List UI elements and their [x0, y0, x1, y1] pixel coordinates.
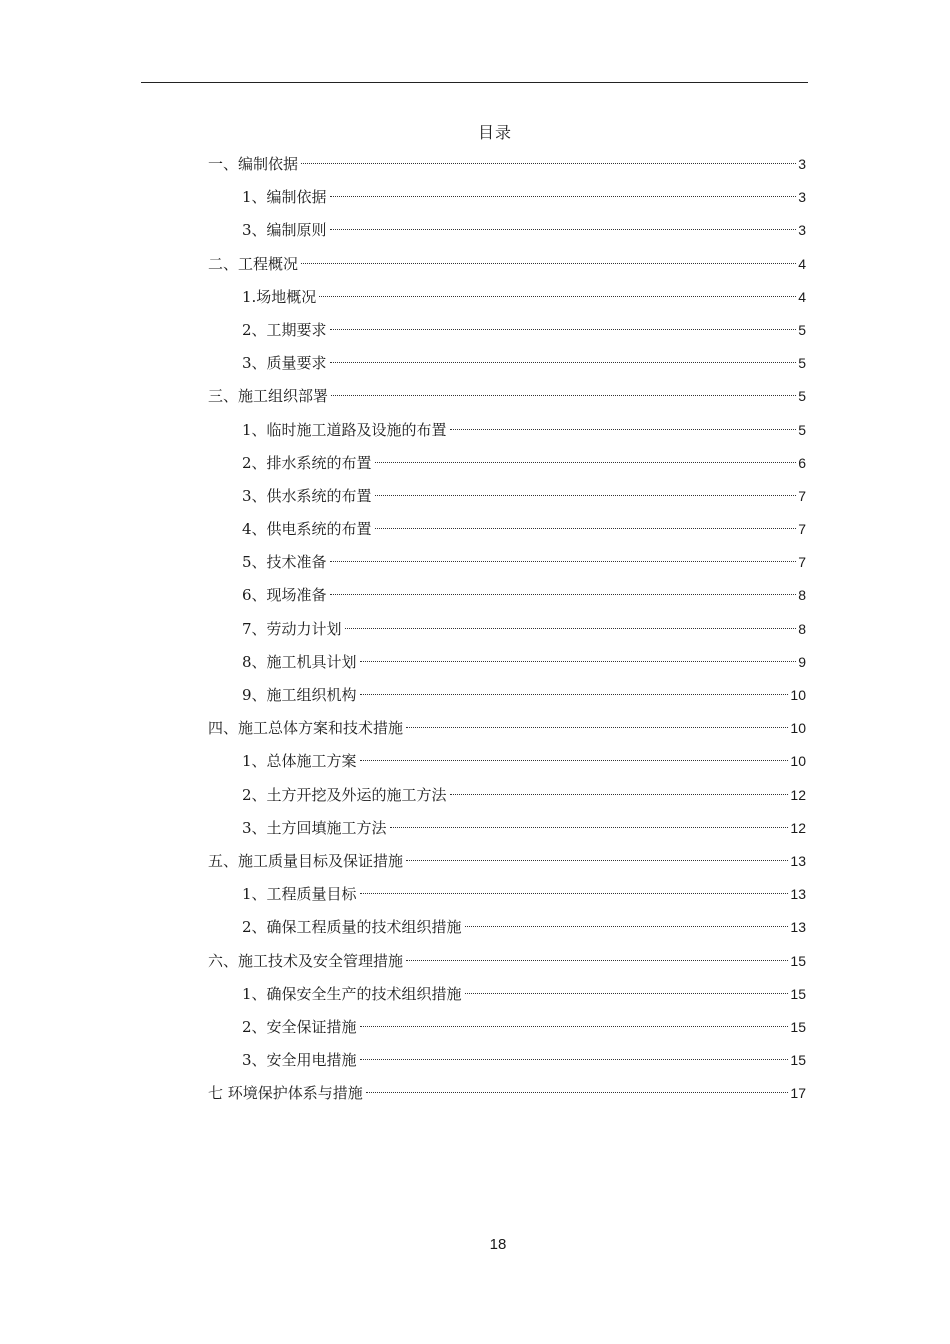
- toc-entry[interactable]: [208, 1044, 806, 1077]
- toc-entry-label: 六、施工技术及安全管理措施: [208, 951, 404, 970]
- toc-entry-page: 17: [790, 1085, 806, 1102]
- dot-leader: [330, 329, 797, 330]
- toc-entry-page: 13: [790, 919, 806, 936]
- dot-leader: [450, 794, 789, 795]
- toc-entry-label: 1、工程质量目标: [242, 885, 357, 904]
- toc-entry[interactable]: [208, 281, 806, 314]
- dot-leader: [450, 429, 797, 430]
- toc-entry-label: 1、总体施工方案: [242, 752, 357, 771]
- toc-entry-page: 5: [798, 421, 806, 438]
- dot-leader: [375, 462, 797, 463]
- toc-entry[interactable]: [208, 347, 806, 380]
- dot-leader: [360, 1026, 789, 1027]
- toc-entry-page: 7: [798, 487, 806, 504]
- dot-leader: [330, 362, 797, 363]
- toc-entry-label: 3、土方回填施工方法: [242, 818, 387, 837]
- toc-entry[interactable]: [208, 812, 806, 845]
- dot-leader: [406, 727, 788, 728]
- dot-leader: [406, 860, 788, 861]
- toc-entry-label: 五、施工质量目标及保证措施: [208, 851, 404, 870]
- toc-entry-label: 2、确保工程质量的技术组织措施: [242, 918, 462, 937]
- toc-entry-label: 一、编制依据: [208, 155, 299, 173]
- toc-entry[interactable]: [208, 712, 806, 745]
- toc-entry[interactable]: [208, 380, 806, 413]
- toc-entry[interactable]: [208, 513, 806, 546]
- toc-entry[interactable]: [208, 414, 806, 447]
- dot-leader: [319, 296, 796, 297]
- toc-entry[interactable]: [208, 679, 806, 712]
- toc-entry-label: 1、临时施工道路及设施的布置: [242, 420, 447, 439]
- toc-entry-label: 1.场地概况: [242, 287, 317, 306]
- dot-leader: [301, 263, 796, 264]
- table-of-contents: [208, 148, 806, 1110]
- toc-entry[interactable]: [208, 646, 806, 679]
- toc-entry-label: 四、施工总体方案和技术措施: [208, 719, 404, 738]
- dot-leader: [330, 561, 797, 562]
- dot-leader: [331, 395, 796, 396]
- toc-entry[interactable]: [208, 480, 806, 513]
- toc-entry-page: 10: [790, 687, 806, 703]
- toc-entry-page: 5: [798, 355, 806, 372]
- toc-entry-label: 二、工程概况: [208, 254, 299, 273]
- toc-entry-page: 3: [798, 189, 806, 206]
- dot-leader: [375, 495, 797, 496]
- toc-entry[interactable]: [208, 779, 806, 812]
- dot-leader: [360, 760, 789, 761]
- toc-entry[interactable]: [208, 878, 806, 911]
- header-rule: [141, 82, 808, 83]
- toc-entry-page: 12: [790, 786, 806, 803]
- dot-leader: [301, 163, 796, 164]
- toc-entry[interactable]: [208, 945, 806, 978]
- dot-leader: [465, 993, 789, 994]
- toc-entry-label: 三、施工组织部署: [208, 387, 329, 406]
- toc-entry-label: 7、劳动力计划: [242, 619, 342, 638]
- toc-entry-page: 12: [790, 819, 806, 836]
- toc-entry-page: 5: [798, 388, 806, 405]
- dot-leader: [406, 960, 788, 961]
- toc-entry-page: 9: [798, 653, 806, 670]
- toc-entry-page: 4: [798, 255, 806, 272]
- dot-leader: [390, 827, 789, 828]
- toc-title: 目录: [477, 123, 512, 142]
- dot-leader: [330, 196, 797, 197]
- toc-entry-page: 8: [798, 620, 806, 637]
- toc-entry-page: 15: [790, 1018, 806, 1035]
- toc-entry-page: 15: [790, 952, 806, 969]
- toc-entry-page: 3: [798, 222, 806, 239]
- toc-entry-label: 2、工期要求: [242, 320, 327, 339]
- dot-leader: [375, 528, 797, 529]
- toc-entry-label: 七 环境保护体系与措施: [208, 1084, 363, 1103]
- toc-entry[interactable]: [208, 1011, 806, 1044]
- toc-entry-page: 7: [798, 554, 806, 571]
- toc-entry-page: 13: [790, 886, 806, 903]
- toc-entry[interactable]: [208, 579, 806, 612]
- toc-entry-page: 13: [790, 852, 806, 869]
- dot-leader: [360, 694, 789, 695]
- toc-entry[interactable]: [208, 248, 806, 281]
- toc-entry-label: 1、编制依据: [242, 188, 327, 207]
- toc-entry-label: 2、土方开挖及外运的施工方法: [242, 785, 447, 804]
- toc-entry[interactable]: [208, 613, 806, 646]
- toc-entry-page: 8: [798, 587, 806, 604]
- toc-entry[interactable]: [208, 745, 806, 778]
- toc-entry[interactable]: [208, 911, 806, 944]
- toc-entry-page: 4: [798, 288, 806, 305]
- toc-entry[interactable]: [208, 546, 806, 579]
- toc-entry[interactable]: [208, 148, 806, 181]
- toc-entry[interactable]: [208, 1077, 806, 1110]
- dot-leader: [330, 594, 797, 595]
- toc-entry-page: 15: [790, 1052, 806, 1069]
- toc-entry-page: 5: [798, 321, 806, 338]
- dot-leader: [330, 229, 797, 230]
- page-number: 18: [489, 1236, 507, 1253]
- toc-entry-page: 10: [790, 720, 806, 737]
- toc-entry-label: 8、施工机具计划: [242, 652, 357, 671]
- toc-entry[interactable]: [208, 314, 806, 347]
- toc-entry[interactable]: [208, 214, 806, 247]
- dot-leader: [360, 661, 797, 662]
- toc-entry-label: 6、现场准备: [242, 586, 327, 605]
- toc-entry-label: 3、编制原则: [242, 221, 327, 240]
- dot-leader: [345, 628, 797, 629]
- toc-entry-label: 3、安全用电措施: [242, 1051, 357, 1070]
- toc-entry-page: 10: [790, 753, 806, 770]
- toc-entry[interactable]: [208, 845, 806, 878]
- toc-entry-label: 4、供电系统的布置: [242, 520, 372, 539]
- toc-entry-label: 2、排水系统的布置: [242, 453, 372, 472]
- toc-entry-page: 15: [790, 985, 806, 1002]
- toc-entry-label: 3、供水系统的布置: [242, 486, 372, 505]
- dot-leader: [360, 1059, 789, 1060]
- toc-entry[interactable]: [208, 447, 806, 480]
- toc-entry-label: 5、技术准备: [242, 553, 327, 572]
- toc-entry-page: 7: [798, 521, 806, 538]
- toc-entry-label: 9、施工组织机构: [242, 686, 357, 704]
- toc-entry-label: 2、安全保证措施: [242, 1017, 357, 1036]
- dot-leader: [360, 893, 789, 894]
- toc-entry[interactable]: [208, 181, 806, 214]
- toc-entry[interactable]: [208, 978, 806, 1011]
- dot-leader: [366, 1092, 789, 1093]
- toc-entry-label: 3、质量要求: [242, 354, 327, 373]
- toc-entry-page: 3: [798, 156, 806, 172]
- toc-entry-page: 6: [798, 454, 806, 471]
- dot-leader: [465, 926, 789, 927]
- toc-entry-label: 1、确保安全生产的技术组织措施: [242, 984, 462, 1003]
